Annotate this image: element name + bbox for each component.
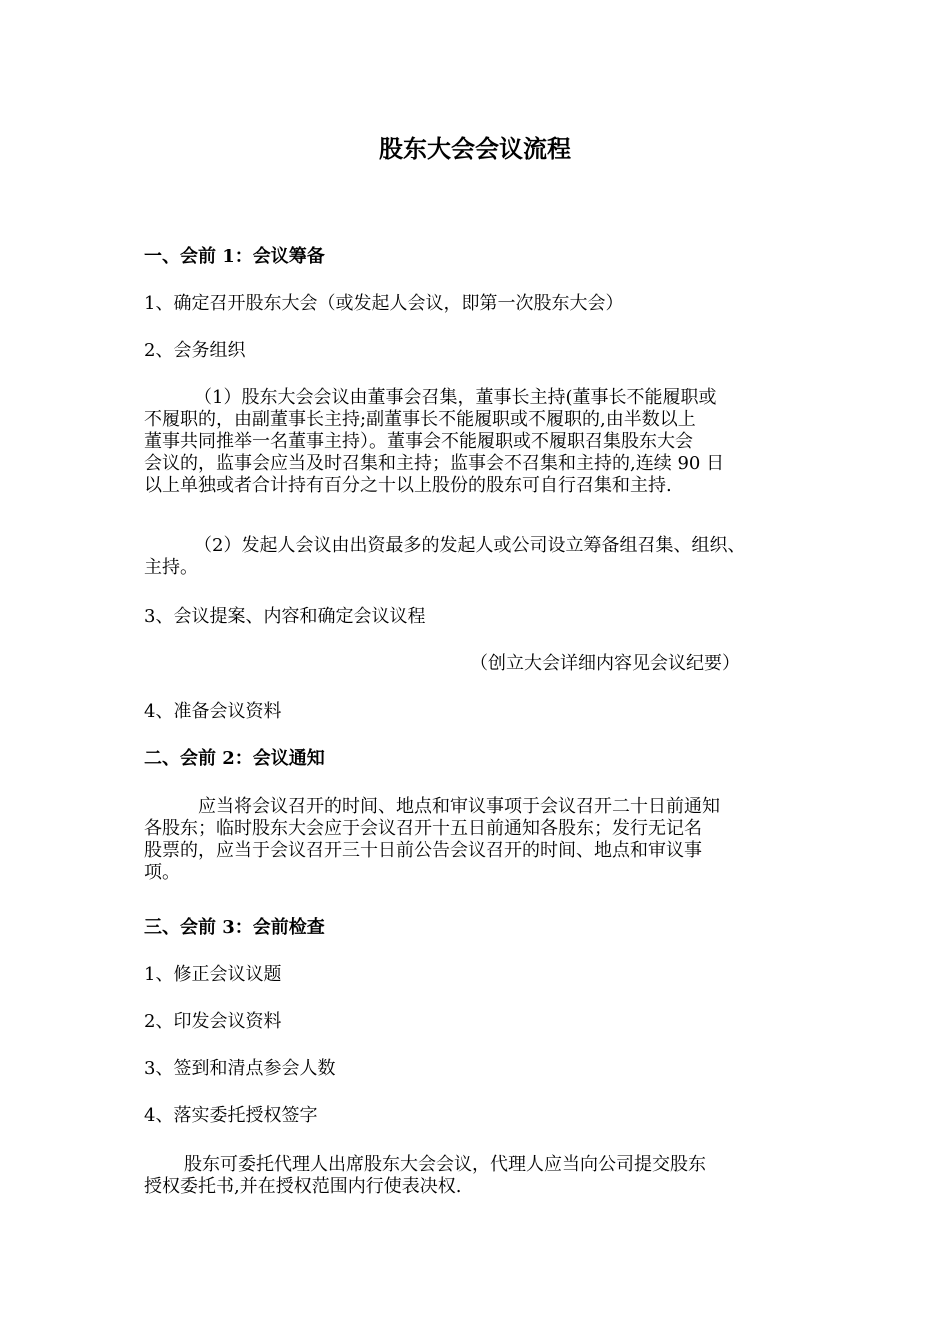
document-title: 股东大会会议流程: [379, 134, 571, 163]
paragraph-line: 不履职的，由副董事长主持;副董事长不能履职或不履职的,由半数以上: [144, 409, 696, 430]
paragraph-line: 应当将会议召开的时间、地点和审议事项于会议召开二十日前通知: [198, 796, 720, 817]
paragraph-line: 以上单独或者合计持有百分之十以上股份的股东可自行召集和主持.: [144, 475, 672, 496]
section-3-item-1: 1、修正会议议题: [144, 964, 282, 985]
paragraph-line: （1）股东大会会议由董事会召集，董事长主持(董事长不能履职或: [194, 387, 717, 408]
section-3-item-3: 3、签到和清点参会人数: [144, 1058, 336, 1079]
section-1-heading: 一、会前 1：会议筹备: [144, 246, 325, 267]
paragraph-line: 股票的，应当于会议召开三十日前公告会议召开的时间、地点和审议事: [144, 840, 702, 861]
section-3-item-2: 2、印发会议资料: [144, 1011, 282, 1032]
paragraph-line: 股东可委托代理人出席股东大会会议，代理人应当向公司提交股东: [184, 1154, 706, 1175]
section-1-item-1: 1、确定召开股东大会（或发起人会议，即第一次股东大会）: [144, 293, 624, 314]
paragraph-line: 授权委托书,并在授权范围内行使表决权.: [144, 1176, 462, 1197]
section-1-item-4: 4、准备会议资料: [144, 701, 282, 722]
section-3-item-4: 4、落实委托授权签字: [144, 1105, 318, 1126]
paragraph-line: 会议的，监事会应当及时召集和主持；监事会不召集和主持的,连续 90 日: [144, 453, 725, 474]
section-1-item-2: 2、会务组织: [144, 340, 246, 361]
section-3-heading: 三、会前 3：会前检查: [144, 917, 325, 938]
section-1-note: （创立大会详细内容见会议纪要）: [470, 653, 740, 674]
section-1-item-3: 3、会议提案、内容和确定会议议程: [144, 606, 426, 627]
section-1-paragraph-2: [144, 535, 814, 579]
section-1-paragraph-1: [144, 387, 814, 497]
paragraph-line: 各股东；临时股东大会应于会议召开十五日前通知各股东；发行无记名: [144, 818, 702, 839]
section-2-paragraph: [144, 796, 814, 884]
paragraph-line: 董事共同推举一名董事主持）。董事会不能履职或不履职召集股东大会: [144, 431, 693, 452]
section-3-paragraph: [144, 1154, 814, 1198]
paragraph-line: 主持。: [144, 557, 198, 578]
section-2-heading: 二、会前 2：会议通知: [144, 748, 325, 769]
paragraph-line: 项。: [144, 862, 180, 883]
paragraph-line: （2）发起人会议由出资最多的发起人或公司设立筹备组召集、组织、: [194, 535, 746, 556]
